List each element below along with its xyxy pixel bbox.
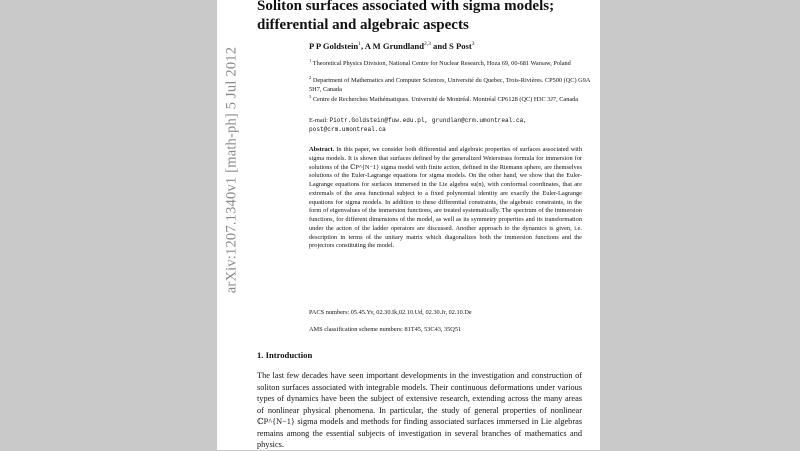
section-heading: 1. Introduction: [257, 350, 313, 360]
author-name: S Post: [449, 41, 472, 51]
abstract-heading: Abstract.: [309, 146, 335, 153]
email-addresses: Piotr.Goldstein@fuw.edu.pl, grundlan@crm.umontreal.ca, post@crm.umontreal.ca: [309, 117, 527, 133]
affiliation: [309, 74, 594, 95]
affiliation-mark: 1: [309, 58, 312, 63]
author-affil-mark: 2,3: [424, 41, 431, 48]
author-affil-mark: 1: [358, 41, 361, 48]
pacs-numbers: PACS numbers: 05.45.Yv, 02.30.Ik,02.10.Ud, 02.30.Jr, 02.10.De: [309, 309, 472, 316]
author-name: A M Grundland: [364, 41, 424, 51]
affiliation-text: Department of Mathematics and Computer Sciences, Université du Quebec, Trois-Rivières. CP500 (QC) G9A 5H7, Canada: [309, 77, 591, 93]
affiliation: [309, 93, 594, 105]
author-affil-mark: 3: [471, 41, 475, 48]
affiliation-mark: 2: [309, 75, 312, 80]
paper-title: Soliton surfaces associated with sigma models; differential and algebraic aspects: [257, 0, 555, 33]
ams-classification: AMS classification scheme numbers: 81T45, 53C43, 35Q51: [309, 326, 462, 333]
author-name: P P Goldstein: [309, 41, 359, 51]
email-block: [309, 117, 594, 135]
abstract-text: In this paper, we consider both differential and algebraic properties of surfaces associated with sigma models. It is shown that surfaces defined by the generalized Weierstrass formula for immersion for solutions of the ℂP^{N−1} sigma model with finite action, defined in the Riemann sphere, are themselves solutions of the Euler-Lagrange equations for sigma models. On the other hand, we show that the Euler-Lagrange equations for surfaces immersed in the Lie algebra su(n), with conformal coordinates, that are extremals of the area functional subject to a fixed polynomial identity are exactly the Euler-Lagrange equations for sigma models. In addition to these differential constraints, the algebraic constraints, in the form of eigenvalues of the immersion functions, are treated systematically. The spectrum of the immersion functions, for different dimensions of the model, as well as its symmetry properties and its transformation under the action of the ladder operators are discussed. Another approach to the dynamics is given, i.e. description in terms of the unitary matrix which diagonalizes both the immersion functions and the projectors constituting the model.: [309, 146, 582, 250]
author-separator: ,: [360, 41, 365, 51]
affiliation-text: Theoretical Physics Division, National Centre for Nuclear Research, Hoza 69, 00-681 Warsaw, Poland: [312, 60, 571, 68]
email-label: E-mail:: [309, 117, 328, 124]
author-list: [309, 41, 474, 51]
affiliation-mark: 3: [309, 94, 312, 99]
author-separator: and: [430, 41, 450, 51]
affiliation: [309, 57, 594, 69]
intro-paragraph: The last few decades have seen important developments in the investigation and construction of soliton surfaces associated with integrable models. Their continuous deformations under various types of dynamics have been the subject of extensive research, extending across the many areas of nonlinear physical phenomena. In particular, the study of general properties of nonlinear ℂP^{N−1} sigma models and methods for finding associated surfaces immersed in Lie algebras remains among the essential subjects of investigation in several branches of mathematics and physics.: [257, 371, 582, 449]
arxiv-identifier: arXiv:1207.1340v1 [math-ph] 5 Jul 2012: [223, 46, 240, 294]
abstract: [309, 146, 582, 251]
affiliation-text: Centre de Recherches Mathématiques. Université de Montréal. Montréal CP6128 (QC) H3C 3J7, Canada: [312, 96, 579, 104]
